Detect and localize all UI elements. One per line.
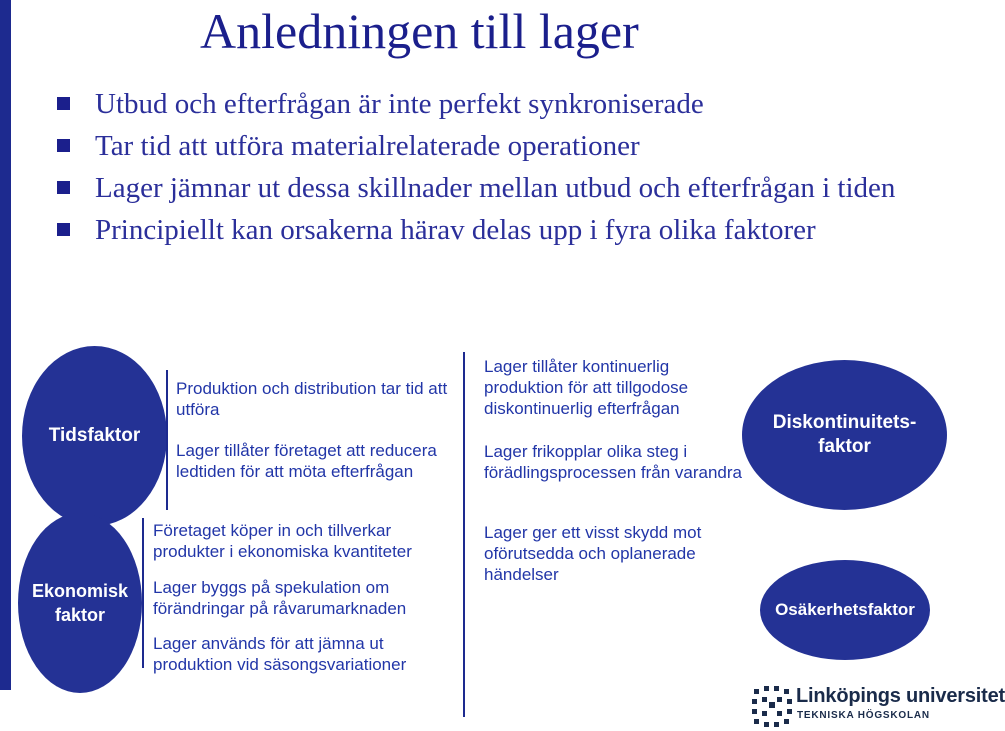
bullet-item bbox=[55, 167, 915, 209]
economic-factor-divider bbox=[142, 518, 144, 668]
university-emblem-icon bbox=[752, 685, 792, 727]
time-text-1: Produktion och distribution tar tid att utföra bbox=[176, 379, 448, 419]
economic-text-2: Lager byggs på spekulation om förändringar på råvarumarknaden bbox=[153, 578, 407, 618]
left-accent-bar bbox=[0, 0, 11, 690]
discontinuity-factor-label-line1: Diskontinuitets- bbox=[772, 412, 917, 433]
discontinuity-text-2: Lager frikopplar olika steg i förädlingsprocessen från varandra bbox=[484, 442, 742, 482]
university-name: Linköpings universitet bbox=[796, 685, 1005, 707]
discontinuity-factor-ellipse bbox=[742, 360, 947, 510]
time-factor-divider bbox=[166, 370, 168, 510]
university-logo bbox=[752, 683, 1005, 729]
economic-factor-ellipse bbox=[18, 513, 142, 693]
bullet-text: Tar tid att utföra materialrelaterade operationer bbox=[95, 130, 640, 162]
bullet-text: Utbud och efterfrågan är inte perfekt synkroniserade bbox=[95, 88, 704, 120]
bullet-item bbox=[55, 83, 915, 125]
center-divider bbox=[463, 352, 465, 717]
square-bullet-icon bbox=[57, 97, 70, 110]
bullet-item bbox=[55, 209, 915, 251]
discontinuity-factor-label-line2: faktor bbox=[818, 436, 871, 457]
uncertainty-factor-label: Osäkerhetsfaktor bbox=[775, 600, 915, 619]
economic-factor-label-line2: faktor bbox=[54, 605, 105, 625]
bullet-item bbox=[55, 125, 915, 167]
uncertainty-factor-ellipse bbox=[760, 560, 930, 660]
time-text-2: Lager tillåter företaget att reducera ledtiden för att möta efterfrågan bbox=[176, 441, 437, 481]
uncertainty-text-1: Lager ger ett visst skydd mot oförutsedda och oplanerade händelser bbox=[484, 523, 702, 584]
square-bullet-icon bbox=[57, 139, 70, 152]
bullet-text: Lager jämnar ut dessa skillnader mellan utbud och efterfrågan i tiden bbox=[95, 172, 896, 204]
square-bullet-icon bbox=[57, 223, 70, 236]
economic-text-1: Företaget köper in och tillverkar produkter i ekonomiska kvantiteter bbox=[153, 521, 412, 561]
bullet-list bbox=[55, 83, 915, 251]
bullet-text: Principiellt kan orsakerna härav delas upp i fyra olika faktorer bbox=[95, 214, 816, 246]
time-factor-label: Tidsfaktor bbox=[48, 425, 141, 446]
square-bullet-icon bbox=[57, 181, 70, 194]
economic-factor-label-line1: Ekonomisk bbox=[31, 581, 129, 601]
slide-title: Anledningen till lager bbox=[200, 3, 639, 59]
university-subtitle: TEKNISKA HÖGSKOLAN bbox=[797, 710, 930, 721]
economic-text-3: Lager används för att jämna ut produktion vid säsongsvariationer bbox=[153, 634, 407, 674]
discontinuity-text-1: Lager tillåter kontinuerlig produktion för att tillgodose diskontinuerlig efterfrågan bbox=[484, 357, 689, 418]
time-factor-ellipse bbox=[22, 346, 167, 526]
